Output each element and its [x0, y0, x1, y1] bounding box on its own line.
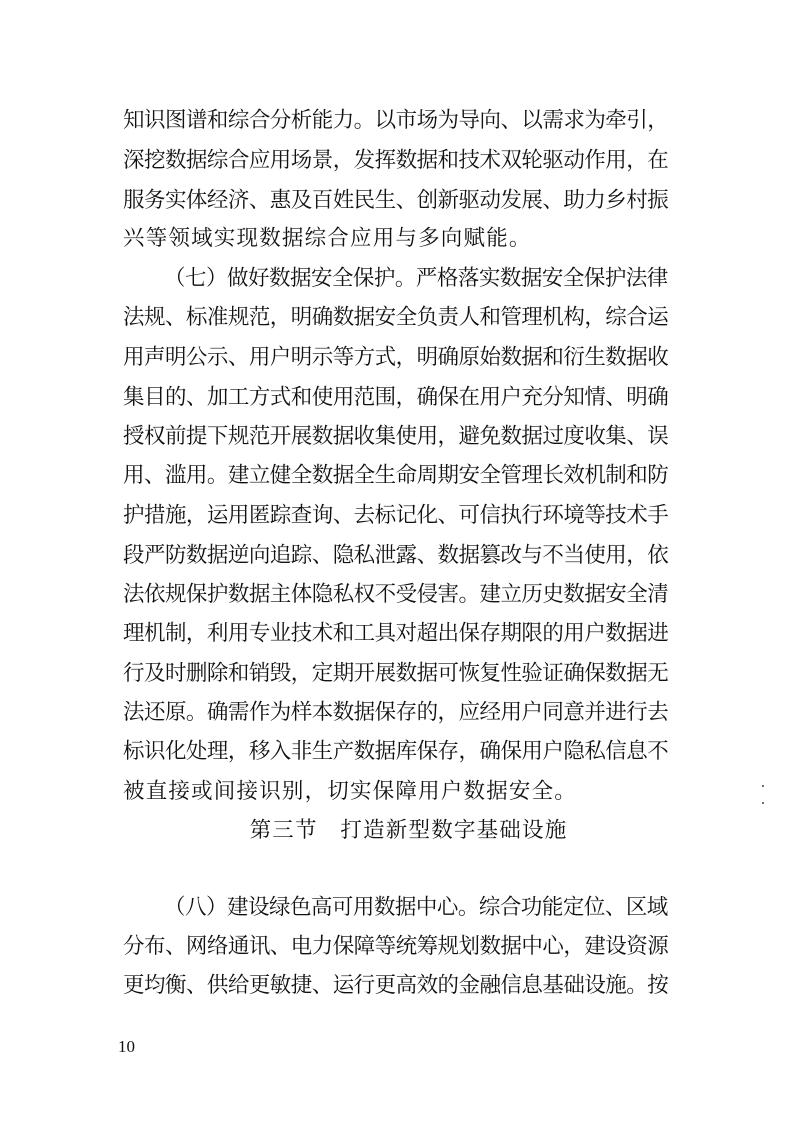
body-text-line: 法规、标准规范，明确数据安全负责人和管理机构，综合运 — [123, 305, 669, 330]
body-text-line: （七）做好数据安全保护。严格落实数据安全保护法律 — [164, 266, 668, 291]
body-text-line: 法还原。确需作为样本数据保存的，应经用户同意并进行去 — [123, 700, 669, 725]
body-text-line: （八）建设绿色高可用数据中心。综合功能定位、区域 — [164, 895, 668, 920]
margin-speck — [762, 785, 764, 787]
body-text-line: 法依规保护数据主体隐私权不受侵害。建立历史数据安全清 — [123, 582, 669, 607]
body-text-line: 更均衡、供给更敏捷、运行更高效的金融信息基础设施。按 — [123, 973, 669, 998]
body-text-line: 段严防数据逆向追踪、隐私泄露、数据篡改与不当使用，依 — [123, 543, 669, 568]
body-text-line: 理机制，利用专业技术和工具对超出保存期限的用户数据进 — [123, 621, 669, 646]
body-text-line: 标识化处理，移入非生产数据库保存，确保用户隐私信息不 — [123, 739, 669, 764]
body-text-line: 用声明公示、用户明示等方式，明确原始数据和衍生数据收 — [123, 345, 669, 370]
body-text-line: 分布、网络通讯、电力保障等统筹规划数据中心，建设资源 — [123, 934, 669, 959]
body-text-line: 深挖数据综合应用场景，发挥数据和技术双轮驱动作用，在 — [123, 148, 669, 173]
body-text-line: 用、滥用。建立健全数据全生命周期安全管理长效机制和防 — [123, 463, 669, 488]
body-text-line: 服务实体经济、惠及百姓民生、创新驱动发展、助力乡村振 — [123, 188, 669, 213]
body-text-line: 授权前提下规范开展数据收集使用，避免数据过度收集、误 — [123, 424, 669, 449]
body-text-line: 兴等领域实现数据综合应用与多向赋能。 — [123, 226, 532, 251]
body-text-line: 被直接或间接识别，切实保障用户数据安全。 — [123, 779, 578, 804]
margin-speck — [762, 802, 764, 804]
body-text-line: 集目的、加工方式和使用范围，确保在用户充分知情、明确 — [123, 385, 669, 410]
body-text-line: 护措施，运用匿踪查询、去标记化、可信执行环境等技术手 — [123, 503, 669, 528]
body-text-line: 行及时删除和销毁，定期开展数据可恢复性验证确保数据无 — [123, 661, 669, 686]
body-text-line: 知识图谱和综合分析能力。以市场为导向、以需求为牵引， — [123, 108, 669, 133]
page-number: 10 — [118, 1037, 135, 1056]
section-heading: 第三节 打造新型数字基础设施 — [249, 818, 568, 843]
